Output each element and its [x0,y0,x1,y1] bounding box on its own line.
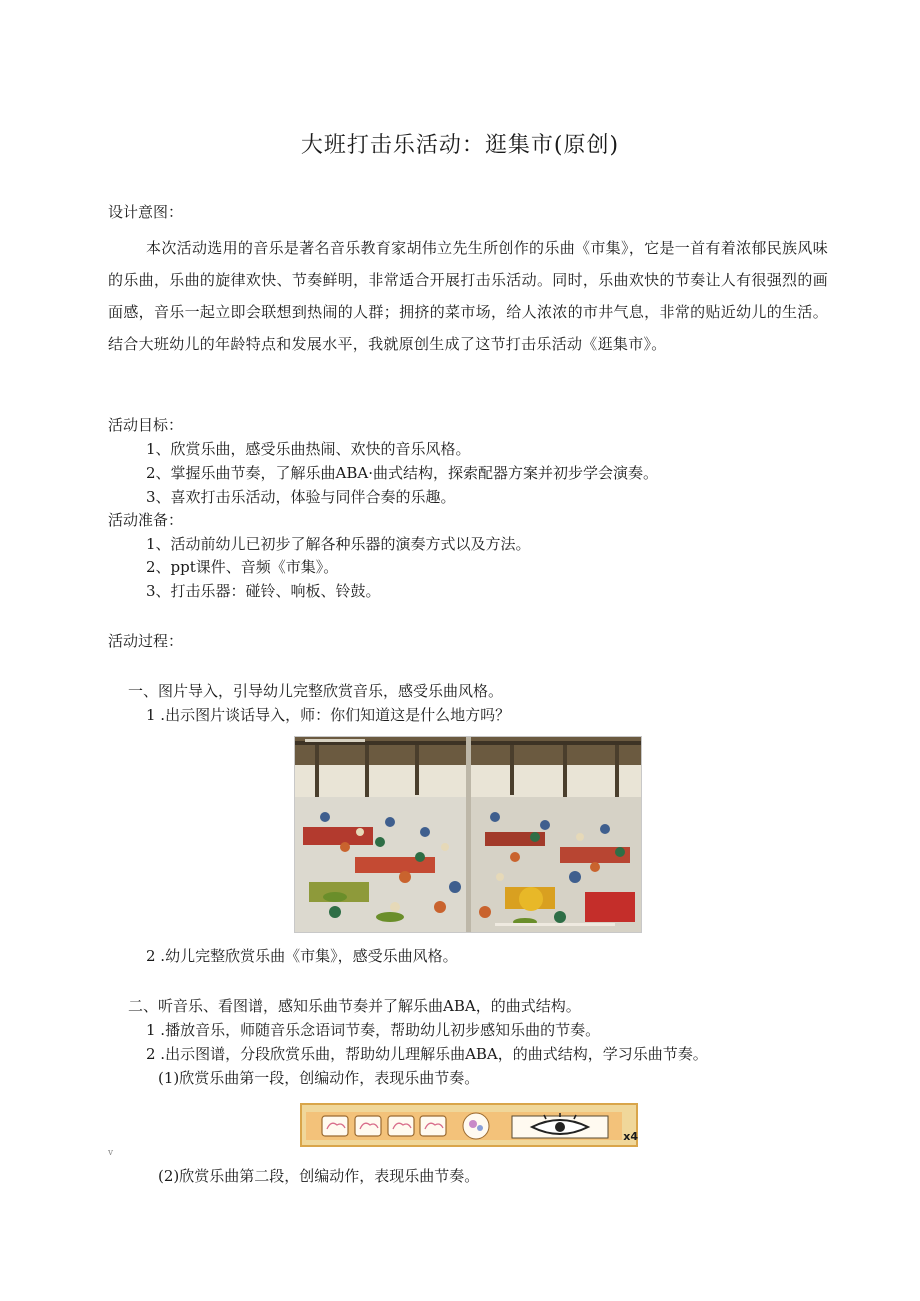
prep-item: 1、活动前幼儿已初步了解各种乐器的演奏方式以及方法。 [146,535,531,553]
page-title: 大班打击乐活动：逛集市(原创) [300,133,620,158]
section-2-heading: 二、听音乐、看图谱，感知乐曲节奏并了解乐曲ABA，的曲式结构。 [128,997,581,1015]
design-paragraph: 本次活动选用的音乐是著名音乐教育家胡伟立先生所创作的乐曲《市集》，它是一首有着浓郁民族风味的乐曲，乐曲的旋律欢快、节奏鲜明，非常适合开展打击乐活动。同时，乐曲欢快的节奏让人有很强烈的画面感，音乐一起立即会联想到热闹的人群；拥挤的菜市场，给人浓浓的市井气息，非常的贴近幼儿的生活。结合大班幼儿的年龄特点和发展水平，我就原创生成了这节打击乐活动《逛集市》。 [108,239,828,353]
goals-heading: 活动目标： [108,416,184,434]
market-scene-image [295,737,641,932]
section-2-item: 1 .播放音乐，师随音乐念语词节奏，帮助幼儿初步感知乐曲的节奏。 [146,1021,601,1039]
market-illustration [294,736,642,933]
section-2-subitem: (2)欣赏乐曲第二段，创编动作，表现乐曲节奏。 [158,1167,480,1185]
section-1-item: 2 .幼儿完整欣赏乐曲《市集》，感受乐曲风格。 [146,947,458,965]
repeat-count-label: x4 [623,1130,638,1143]
goal-item: 1、欣赏乐曲，感受乐曲热闹、欢快的音乐风格。 [146,440,471,458]
prep-item: 3、打击乐器：碰铃、响板、铃鼓。 [146,582,381,600]
goal-item: 3、喜欢打击乐活动，体验与同伴合奏的乐趣。 [146,488,456,506]
prep-heading: 活动准备： [108,511,184,529]
rhythm-score-image [300,1103,638,1147]
section-2-subitem: (1)欣赏乐曲第一段，创编动作，表现乐曲节奏。 [158,1069,480,1087]
stray-mark: v [108,1148,114,1158]
design-heading: 设计意图： [108,203,184,221]
section-1-heading: 一、图片导入，引导幼儿完整欣赏音乐，感受乐曲风格。 [128,682,504,700]
process-heading: 活动过程： [108,632,184,650]
prep-item: 2、ppt课件、音频《市集》。 [146,558,339,576]
section-1-item: 1 .出示图片谈话导入，师：你们知道这是什么地方吗？ [146,706,511,724]
goal-item: 2、掌握乐曲节奏，了解乐曲ABA·曲式结构，探索配器方案并初步学会演奏。 [146,464,659,482]
rhythm-score-graphic [300,1103,638,1147]
section-2-item: 2 .出示图谱，分段欣赏乐曲，帮助幼儿理解乐曲ABA，的曲式结构，学习乐曲节奏。 [146,1045,708,1063]
